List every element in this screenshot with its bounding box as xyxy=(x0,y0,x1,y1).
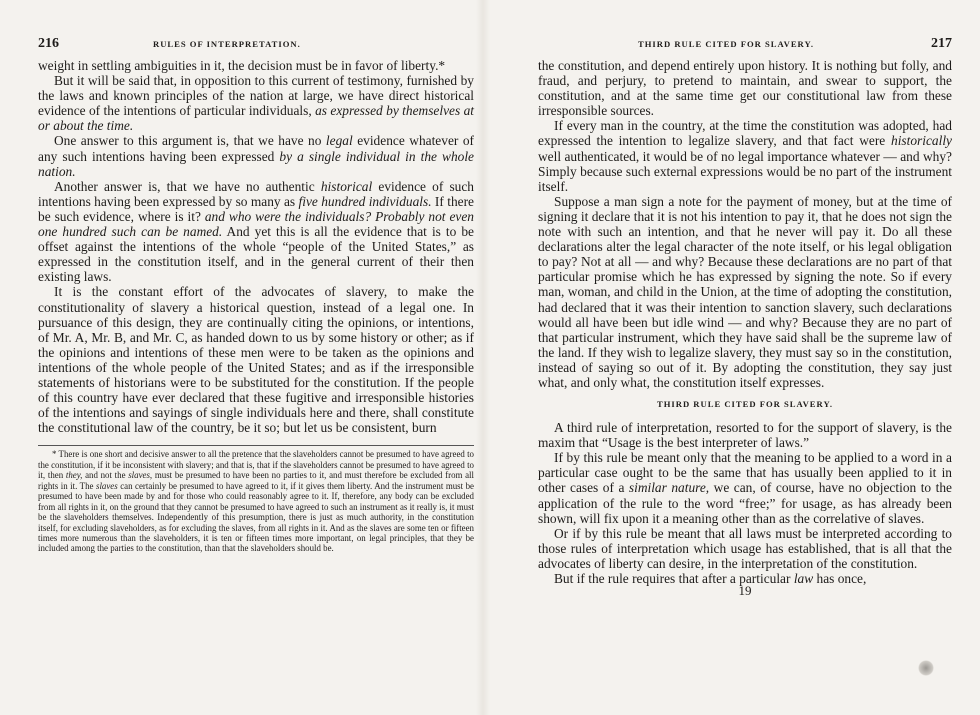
left-running-head xyxy=(38,36,474,58)
paragraph: One answer to this argument is, that we have no legal evidence whatever of any such intentions having been expressed by a single individual in the whole nation. xyxy=(38,133,474,179)
footnote: * There is one short and decisive answer to all the pretence that the slaveholders cannot be presumed to have agreed to the constitution, if it be inconsistent with slavery; and that is, that if the slaveholders cannot be presumed to have agreed to it, then they, and not the slaves, must be presumed to have been no parties to it, and must therefore be excluded from all rights in it. The slaves can certainly be presumed to have agreed to it, if it gives them liberty. And the instrument must be presumed to have been made by and for those who could reasonably agree to it. If, therefore, any body can be excluded from all rights in it, on the ground that they cannot be presumed to have agreed to such an instrument as it really is, it must be the slaveholders themselves. Independently of this presumption, there is just as much authority, in the constitution itself, for excluding slaveholders, as for excluding the slaves, from all rights in it. And as the slaves are some ten or fifteen times more numerous than the slaveholders, it is ten or fifteen times more important, on legal principles, that they be included among the parties to the constitution, than that the slaveholders should be. xyxy=(38,449,474,554)
right-running-title: THIRD RULE CITED FOR SLAVERY. xyxy=(638,39,815,49)
paragraph: If by this rule be meant only that the meaning to be applied to a word in a particular case ought to be the same that has usually been applied to it in other cases of a similar nature, we can, of course, have no objection to the application of the rule to the word “free;” for usage, as has already been shown, will fix upon it a meaning other than as the correlative of slaves. xyxy=(538,450,952,526)
paragraph: It is the constant effort of the advocates of slavery, to make the constitutionality of slavery a historical question, instead of a legal one. In pursuance of this design, they are continually citing the opinions, or intentions, of Mr. A, Mr. B, and Mr. C, as handed down to us by some history or other; as if the opinions and intentions of these men were to be taken as the opinions and intentions of the whole people of the United States; and as if the irresponsible statements of historians were to be substituted for the constitution. If the people of this country have ever declared that these fugitive and irresponsible histories of the intentions and sayings of single individuals here and there, shall constitute the constitutional law of the country, be it so; but let us be consistent, burn xyxy=(38,284,474,436)
right-body-text-continued xyxy=(538,420,952,586)
right-body-text xyxy=(538,58,952,390)
paragraph: If every man in the country, at the time the constitution was adopted, had expressed the intention to legalize slavery, and that fact were historically well authenticated, it would be of no legal importance whatever — and why? Simply because such external expressions would be no part of the instrument itself. xyxy=(538,118,952,194)
left-page xyxy=(0,0,480,715)
signature-mark: 19 xyxy=(738,583,752,599)
right-page xyxy=(490,0,980,715)
footnote-divider xyxy=(38,435,474,446)
left-body-text xyxy=(38,58,474,435)
paragraph: A third rule of interpretation, resorted to for the support of slavery, is the maxim that “Usage is the best interpreter of laws.” xyxy=(538,420,952,451)
right-running-head xyxy=(538,36,952,58)
paragraph: But it will be said that, in opposition to this current of testimony, furnished by the laws and known principles of the nation at large, we have direct historical evidence of the intentions of particular individuals, as expressed by themselves at or about the time. xyxy=(38,73,474,134)
ink-blot xyxy=(918,660,934,676)
section-heading: THIRD RULE CITED FOR SLAVERY. xyxy=(656,399,834,410)
book-gutter xyxy=(476,0,490,715)
paragraph: weight in settling ambiguities in it, the decision must be in favor of liberty.* xyxy=(38,58,446,73)
left-page-number: 216 xyxy=(38,36,59,51)
left-running-title: RULES OF INTERPRETATION. xyxy=(153,39,301,49)
paragraph: Suppose a man sign a note for the payment of money, but at the time of signing it declare that it is not his intention to pay it, that he does not sign the note with such an intention, and that he never will pay it. Do all these declarations alter the legal character of the note itself, or his legal obligation to pay? Not at all — and why? Because these declarations are no part of that particular promise which he has expressed by signing the note. So if every man, woman, and child in the Union, at the time of adopting the constitution, had declared that it was their intention to sanction slavery, such declarations would all have been but idle wind — and why? Because they are no part of that particular instrument, which they have said shall be the supreme law of the land. If they wish to legalize slavery, they must say so in the constitution, instead of saying so out of it. By adopting the constitution, they say just what, and only what, the constitution itself expresses. xyxy=(538,193,952,390)
paragraph: Another answer is, that we have no authentic historical evidence of such intentions having been expressed by so many as five hundred individuals. If there be such evidence, where is it? and who were the individuals? Probably not even one hundred such can be named. And yet this is all the evidence that is to be offset against the intentions of the whole “people of the United States,” as expressed in the constitution itself, and in the general current of their then existing laws. xyxy=(38,178,475,285)
paragraph: Or if by this rule be meant that all laws must be interpreted according to those rules of interpretation which usage has established, that is all that the advocates of liberty can desire, in the interpretation of the constitution. xyxy=(538,525,952,571)
right-page-number: 217 xyxy=(931,36,952,51)
paragraph: the constitution, and depend entirely upon history. It is nothing but folly, and fraud, and perjury, to pretend to maintain, and swear to support, the constitution, and at the same time get our constitutional law from these irresponsible sources. xyxy=(538,58,952,119)
paragraph: But if the rule requires that after a particular law has once, xyxy=(554,571,867,586)
